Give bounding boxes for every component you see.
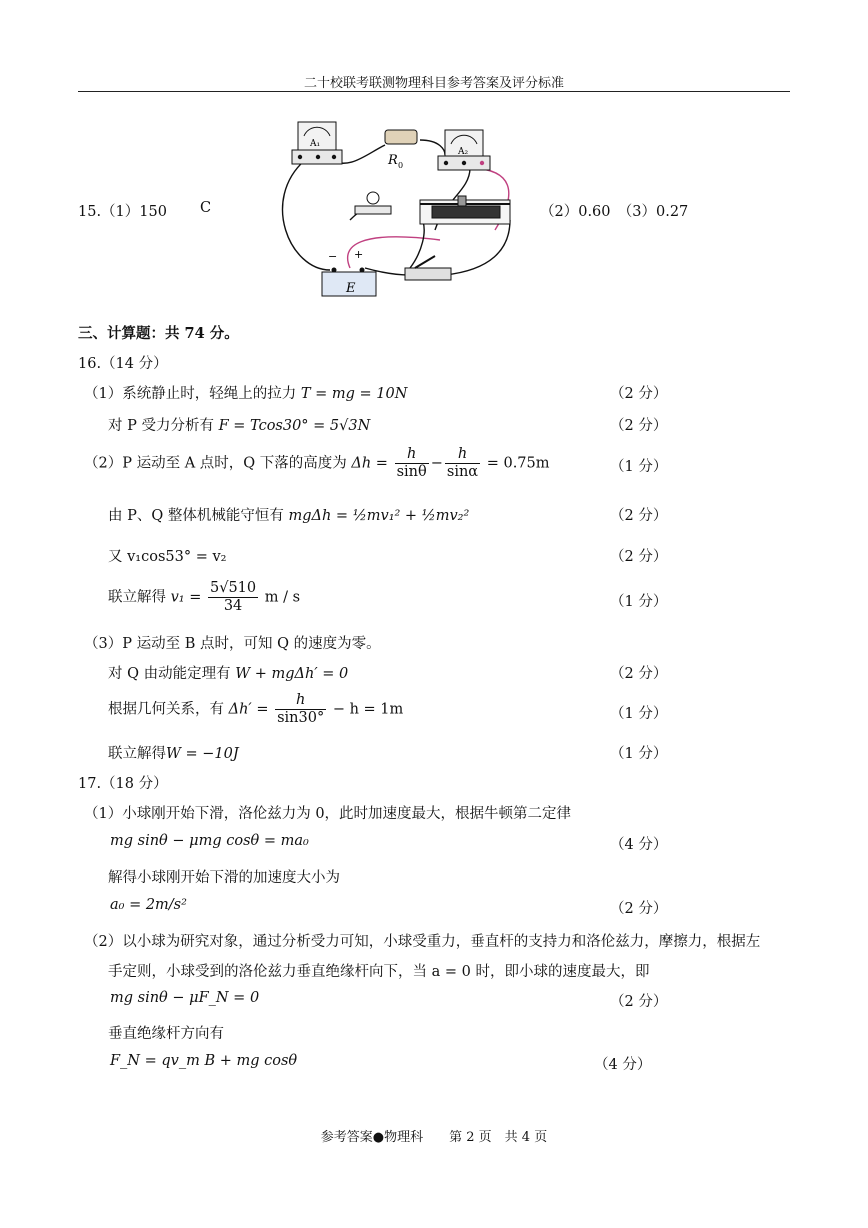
battery-icon <box>322 248 376 296</box>
score: （2 分） <box>610 994 668 1010</box>
header-rule <box>78 91 790 92</box>
ammeter-a2-icon <box>438 130 490 170</box>
page-footer: 参考答案●物理科 第 2 页 共 4 页 <box>320 1130 548 1145</box>
q16-p3-line3: 根据几何关系，有 Δh′ = $\frac{h}{\sin 30^\circ}$ − h = 1m <box>108 692 404 726</box>
label-minus: − <box>328 250 338 263</box>
q17-title: 17.（18 分） <box>78 776 168 792</box>
q17-p1-line2: 解得小球刚开始下滑的加速度大小为 <box>108 870 340 886</box>
label-e: E <box>346 281 356 296</box>
score: （4 分） <box>594 1057 652 1073</box>
section-3-title: 三、计算题：共 74 分。 <box>78 325 239 342</box>
q15-choice: C <box>200 200 212 216</box>
page-header: 二十校联考联测物理科目参考答案及评分标准 <box>303 76 564 91</box>
q17-p1-eq2: a₀ = 2m/s² <box>110 897 187 913</box>
q16-p1-line2: 对 P 受力分析有 F = Tcos30° = 5√3N <box>108 418 371 434</box>
score: （2 分） <box>610 549 668 565</box>
q17-p2-line3: 垂直绝缘杆方向有 <box>108 1026 224 1042</box>
q16-p2-line3: 又 v₁cos53° = v₂ <box>108 549 227 565</box>
q16-p1-line1: （1）系统静止时，轻绳上的拉力 T = mg = 10N <box>84 386 408 402</box>
score: （1 分） <box>610 459 668 475</box>
label-a1: A₁ <box>310 139 321 149</box>
q15-answer-1: 15.（1）150 <box>78 204 167 220</box>
rheostat-icon <box>420 196 510 224</box>
switch-icon <box>405 256 451 280</box>
resistor-r0-icon <box>385 130 417 170</box>
bulb-icon <box>355 192 391 214</box>
label-r0-sub: 0 <box>398 161 404 170</box>
q16-p3-line1: （3）P 运动至 B 点时，可知 Q 的速度为零。 <box>84 636 381 652</box>
label-a2: A₂ <box>458 147 469 157</box>
label-r0: R <box>388 153 398 168</box>
score: （2 分） <box>610 386 668 402</box>
q17-p2-line2: 手定则，小球受到的洛伦兹力垂直绝缘杆向下，当 a = 0 时，即小球的速度最大，即 <box>108 964 650 980</box>
score: （2 分） <box>610 418 668 434</box>
q15-answer-2-3: （2）0.60 （3）0.27 <box>540 204 689 220</box>
score: （4 分） <box>610 837 668 853</box>
q16-p2-line4: 联立解得 v₁ = $\frac{5√510}{34}$ m / s <box>108 580 301 614</box>
q17-p1-line1: （1）小球刚开始下滑，洛伦兹力为 0，此时加速度最大，根据牛顿第二定律 <box>84 806 572 822</box>
score: （1 分） <box>610 706 668 722</box>
score: （1 分） <box>610 746 668 762</box>
score: （2 分） <box>610 901 668 917</box>
q16-p2-line2: 由 P、Q 整体机械能守恒有 mgΔh = ½mv₁² + ½mv₂² <box>108 508 470 524</box>
q17-p2-eq1: mg sinθ − μF_N = 0 <box>110 990 260 1006</box>
q17-p1-eq1: mg sinθ − μmg cosθ = ma₀ <box>110 833 309 849</box>
score: （2 分） <box>610 508 668 524</box>
q16-p3-line2: 对 Q 由动能定理有 W + mgΔh′ = 0 <box>108 666 349 682</box>
q16-p2-line1: （2）P 运动至 A 点时，Q 下落的高度为 Δh = $\frac{h}{\sin\theta}$ − $\frac{h}{\sin\alpha}$ = 0.75m <box>84 446 550 480</box>
label-plus: + <box>354 248 364 261</box>
q17-p2-eq2: F_N = qv_m B + mg cosθ <box>110 1053 298 1069</box>
score: （2 分） <box>610 666 668 682</box>
ammeter-a1-icon <box>292 122 342 164</box>
q17-p2-line1: （2）以小球为研究对象，通过分析受力可知，小球受重力，垂直杆的支持力和洛伦兹力，摩擦力，根据左 <box>84 934 761 950</box>
score: （1 分） <box>610 594 668 610</box>
circuit-diagram <box>270 110 530 300</box>
q16-p3-line4: 联立解得W = −10J <box>108 746 239 762</box>
q16-title: 16.（14 分） <box>78 356 168 372</box>
